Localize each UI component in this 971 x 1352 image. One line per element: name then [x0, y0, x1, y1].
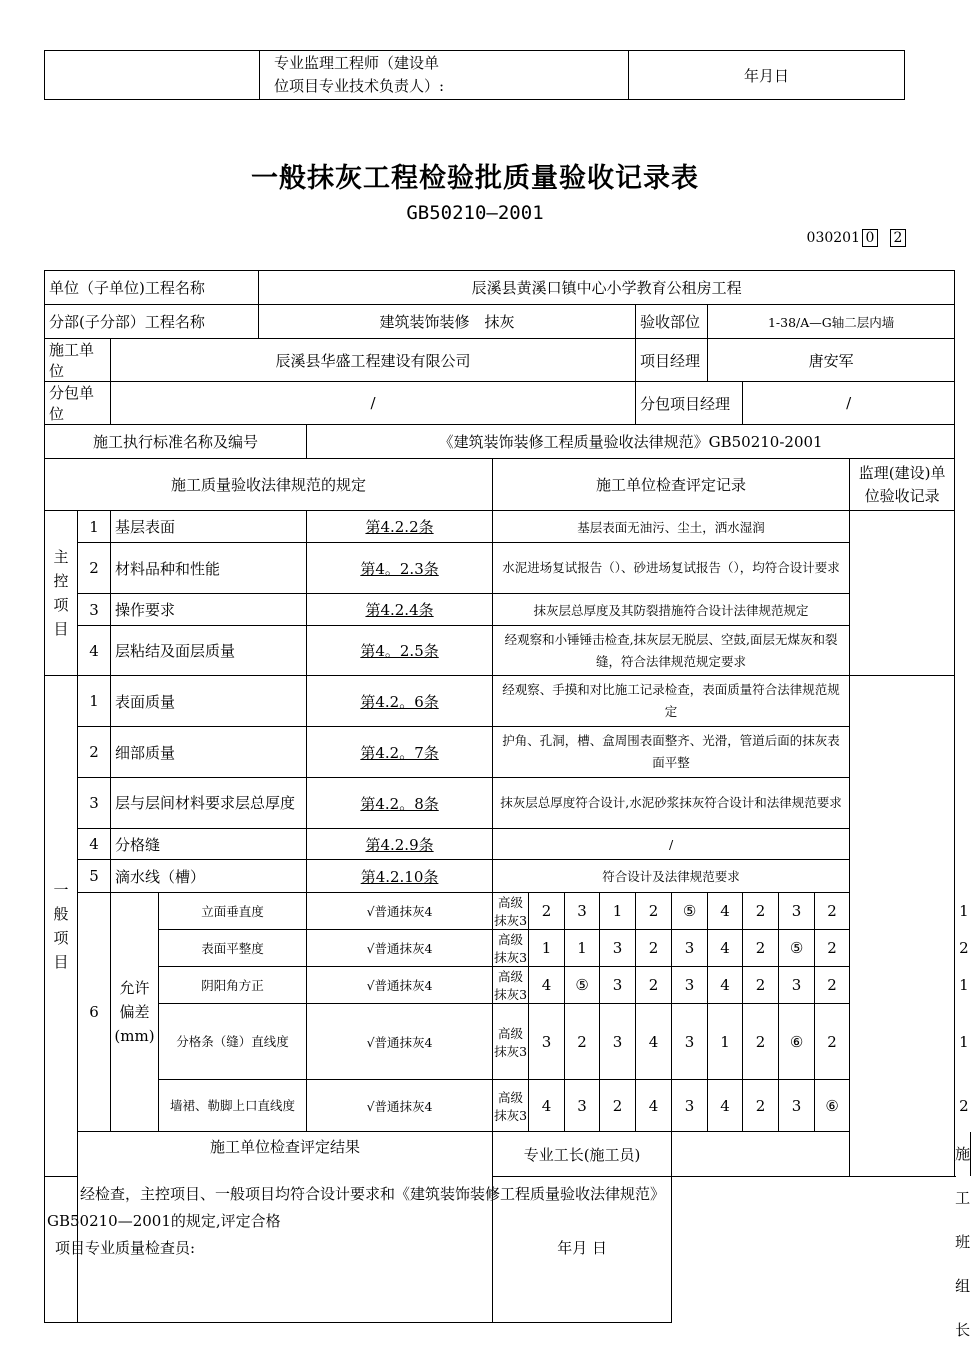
measure-value: 4 — [529, 1080, 565, 1132]
measure-value: 2 — [743, 1080, 779, 1132]
measure-value: 3 — [779, 1080, 815, 1132]
subcontractor-value: / — [111, 382, 636, 425]
deviation-high: 高级抹灰3 — [493, 893, 529, 930]
measure-value: 4 — [636, 1004, 672, 1080]
measure-value: 3 — [600, 967, 636, 1004]
general-item-name: 表面质量 — [111, 676, 307, 727]
col-check-header: 施工单位检查评定记录 — [493, 459, 850, 511]
general-group-label — [45, 676, 78, 1177]
main-item-name: 材料品种和性能 — [111, 543, 307, 594]
main-item-record: 经观察和小锤锤击检查,抹灰层无脱层、空鼓,面层无煤灰和裂缝，符合法律规范规定要求 — [493, 626, 850, 676]
supervisor-line-2: 位项目专业技术负责人）: — [274, 77, 445, 95]
general-item-record: 护角、孔洞，槽、盒周围表面整齐、光滑，管道后面的抹灰表面平整 — [493, 727, 850, 778]
measure-value: 2 — [743, 967, 779, 1004]
general-item-record: 经观察、手摸和对比施工记录检查，表面质量符合法律规范规定 — [493, 676, 850, 727]
general-item-clause: 第4.2。7条 — [307, 727, 493, 778]
measure-value: 3 — [672, 967, 708, 1004]
measure-value: 2 — [600, 1080, 636, 1132]
exec-standard-label: 施工执行标准名称及编号 — [45, 425, 307, 459]
measure-value: 3 — [565, 893, 600, 930]
main-item-clause: 第4.2.4条 — [307, 594, 493, 626]
supervisor-line-1: 专业监理工程师（建设单 — [274, 54, 440, 72]
general-item-clause: 第4.2。6条 — [307, 676, 493, 727]
conclusion-text: 经检查，主控项目、一般项目均符合设计要求和《建筑装饰装修工程质量验收法律规范》GB50210—2001的规定,评定合格 — [47, 1185, 666, 1230]
deviation-row-name: 分格条（缝）直线度 — [159, 1004, 307, 1080]
deviation-high: 高级抹灰3 — [493, 1080, 529, 1132]
sub-manager-value: / — [743, 382, 955, 425]
deviation-normal: √普通抹灰4 — [307, 1080, 493, 1132]
measure-value: 4 — [708, 930, 743, 967]
manager-value: 唐安军 — [708, 339, 955, 382]
main-item-name: 层粘结及面层质量 — [111, 626, 307, 676]
general-group-char-2: 般 — [53, 905, 69, 923]
division-value: 建筑装饰装修 抹灰 — [259, 305, 636, 339]
general-item-no: 5 — [78, 860, 111, 893]
project-name-label: 单位（子单位)工程名称 — [45, 271, 259, 305]
general-item-record: / — [493, 829, 850, 860]
deviation-label: 允许偏差(mm) — [111, 893, 159, 1132]
deviation-normal: √普通抹灰4 — [307, 967, 493, 1004]
main-group-char-1: 主 — [53, 548, 69, 566]
measure-value: ⑥ — [815, 1080, 850, 1132]
measure-value: ⑤ — [672, 893, 708, 930]
sub-manager-label: 分包项目经理 — [636, 382, 743, 425]
main-item-clause: 第4。2.3条 — [307, 543, 493, 594]
measure-value: ⑤ — [565, 967, 600, 1004]
deviation-high: 高级抹灰3 — [493, 1004, 529, 1080]
measure-value: 4 — [636, 1080, 672, 1132]
general-item-name: 分格缝 — [111, 829, 307, 860]
deviation-row-name: 阴阳角方正 — [159, 967, 307, 1004]
measure-value: 2 — [565, 1004, 600, 1080]
conclusion-cell — [45, 1177, 672, 1323]
measure-value: 2 — [743, 1004, 779, 1080]
main-item-record: 水泥进场复试报告（）、砂进场复试报告（），均符合设计要求 — [493, 543, 850, 594]
measure-value: 1 — [529, 930, 565, 967]
team-leader-label: 施工班组长 — [955, 1132, 971, 1176]
deviation-high: 高级抹灰3 — [493, 967, 529, 1004]
measure-value: 3 — [600, 1004, 636, 1080]
subcontractor-label: 分包单位 — [45, 382, 111, 425]
measure-value: 3 — [565, 1080, 600, 1132]
form-code-box-1: 0 — [862, 229, 878, 247]
measure-value: 2 — [815, 967, 850, 1004]
col-supervisor-line-1: 监理(建设)单 — [858, 463, 946, 482]
main-group-label — [45, 511, 78, 676]
main-group-supervisor-cell — [850, 511, 955, 676]
manager-label: 项目经理 — [636, 339, 708, 382]
general-item-no: 4 — [78, 829, 111, 860]
main-group-char-3: 项 — [53, 596, 69, 614]
deviation-normal: √普通抹灰4 — [307, 893, 493, 930]
main-item-record: 抹灰层总厚度及其防裂措施符合设计法律规范规定 — [493, 594, 850, 626]
measure-value: 1 — [708, 1004, 743, 1080]
exec-standard-value: 《建筑装饰装修工程质量验收法律规范》GB50210-2001 — [307, 425, 955, 459]
general-item-clause: 第4.2.9条 — [307, 829, 493, 860]
col-supervisor-line-2: 位验收记录 — [864, 486, 940, 505]
contractor-label: 施工单位 — [45, 339, 111, 382]
top-date: 年月日 — [629, 51, 905, 100]
division-label: 分部(子分部）工程名称 — [45, 305, 259, 339]
general-item-record: 符合设计及法律规范要求 — [493, 860, 850, 893]
deviation-normal: √普通抹灰4 — [307, 930, 493, 967]
measure-value: 1 — [565, 930, 600, 967]
foreman-label: 专业工长(施工员) — [493, 1132, 672, 1177]
col-spec-header: 施工质量验收法律规范的规定 — [45, 459, 493, 511]
form-code-prefix: 030201 — [806, 230, 860, 246]
measure-value: 3 — [779, 967, 815, 1004]
measure-value: 1 — [600, 893, 636, 930]
main-item-clause: 第4.2.2条 — [307, 511, 493, 543]
page-title: 一般抹灰工程检验批质量验收记录表 — [251, 163, 699, 194]
measure-value: 2 — [529, 893, 565, 930]
supervisor-sign-cell — [260, 51, 629, 100]
measure-value: 4 — [708, 967, 743, 1004]
deviation-item-no: 6 — [78, 893, 111, 1132]
form-code — [807, 229, 906, 247]
measure-value: 2 — [743, 893, 779, 930]
standard-code: GB50210—2001 — [406, 202, 544, 224]
general-item-clause: 第4.2.10条 — [307, 860, 493, 893]
project-name-value: 辰溪县黄溪口镇中心小学教育公租房工程 — [259, 271, 955, 305]
deviation-row-name: 立面垂直度 — [159, 893, 307, 930]
main-item-no: 4 — [78, 626, 111, 676]
location-value: 1-38/A—G轴二层内墙 — [708, 305, 955, 339]
measure-value: ⑥ — [779, 1004, 815, 1080]
measure-value: 3 — [600, 930, 636, 967]
inspection-table: 单位（子单位)工程名称 辰溪县黄溪口镇中心小学教育公租房工程 分部(子分部）工程名称 建筑装饰装修 抹灰 验收部位 1-38/A—G轴二层内墙 施工单位 辰溪县华盛工程建设有限公司 项目经理 唐安军 分包单位 / 分包项目经理 / 施工执行标准名称及编号 《建筑装饰装修工程质量验收法律规范》GB50210-2001 施工质量验收法律规范的规定 施工单位检查评定记录 监理(建设)单 位验收记录 主 控 项 目 1 基层表面 第4.2.2条 基层表面无油污、尘土，洒水湿润 2 材料品种和性能 第4。2.3条 水泥进场复试报告（）、砂进场复试报告（），均符合设计要求 3 操作要求 第4.2.4条 抹灰层总厚度及其防裂措施符合设计法律规范规定 4 层粘结及面层质量 第4。2.5条 经观察和小锤锤击检查,抹灰层无脱层、空鼓,面层无煤灰和裂缝，符合法律规范规定要求 一 般 项 目 1 表面质量 第4.2。6条 经观察、手摸和对比施工记录检查，表面质量符合法律规范规定 2 细部质量 第4.2。7条 护角、孔洞，槽、盒周围表面整齐、光滑，管道后面的抹灰表面平整 3 层与层间材料要求层总厚度 第4.2。8条 抹灰层总厚度符合设计,水泥砂浆抹灰符合设计和法律规范要求 4 分格缝 第4.2.9条 / 5 滴水线（槽） 第4.2.10条 符合设计及法律规范要求 6 允许偏差(mm) 立面垂直度 √普通抹灰4 高级抹灰3 2 3 1 2 ⑤ 4 2 3 2 1 表面平整度 √普通抹灰4 高级抹灰3 1 1 3 2 3 4 2 ⑤ 2 2 阴阳角方正 √普通抹灰4 高级抹灰3 4 ⑤ 3 2 3 4 2 3 2 1 分格条（缝）直线度 √普通抹灰4 高级抹灰3 3 2 3 4 3 1 2 ⑥ 2 1 墙裙、勒脚上口直线度 √普通抹灰4 高级抹灰3 4 3 2 4 3 4 2 3 ⑥ 2 施工单位检查评定结果 专业工长(施工员) 施工班组长 经检查，主控项目、一般项目均符合设计要求和《建筑装饰装修工程质量验收法律规范》GB50210—2001的规定,评定合格 项目专业质量检查员: 年月 日 — [44, 270, 955, 1323]
general-item-name: 滴水线（槽） — [111, 860, 307, 893]
deviation-row-name: 表面平整度 — [159, 930, 307, 967]
foreman-value — [672, 1132, 850, 1177]
general-item-name: 细部质量 — [111, 727, 307, 778]
measure-value: 3 — [529, 1004, 565, 1080]
measure-value: 2 — [743, 930, 779, 967]
conclusion-date: 年月 日 — [557, 1239, 608, 1257]
general-item-clause: 第4.2。8条 — [307, 778, 493, 829]
measure-value: 2 — [636, 893, 672, 930]
measure-value: 2 — [636, 930, 672, 967]
deviation-high: 高级抹灰3 — [493, 930, 529, 967]
general-item-no: 3 — [78, 778, 111, 829]
general-group-char-4: 目 — [53, 953, 69, 971]
main-item-no: 1 — [78, 511, 111, 543]
col-supervisor-header — [850, 459, 955, 511]
contractor-value: 辰溪县华盛工程建设有限公司 — [111, 339, 636, 382]
general-group-char-1: 一 — [53, 881, 69, 899]
top-sign-table — [44, 50, 905, 100]
main-group-char-2: 控 — [53, 572, 69, 590]
general-item-record: 抹灰层总厚度符合设计,水泥砂浆抹灰符合设计和法律规范要求 — [493, 778, 850, 829]
measure-value: 2 — [815, 930, 850, 967]
measure-value: 4 — [529, 967, 565, 1004]
form-code-box-2: 2 — [890, 229, 906, 247]
result-label: 施工单位检查评定结果 — [78, 1132, 493, 1323]
main-item-no: 2 — [78, 543, 111, 594]
deviation-row-name: 墙裙、勒脚上口直线度 — [159, 1080, 307, 1132]
measure-value: 2 — [815, 1004, 850, 1080]
main-item-no: 3 — [78, 594, 111, 626]
measure-value: 3 — [672, 1080, 708, 1132]
deviation-normal: √普通抹灰4 — [307, 1004, 493, 1080]
measure-value: 4 — [708, 893, 743, 930]
measure-value: 4 — [708, 1080, 743, 1132]
main-item-name: 操作要求 — [111, 594, 307, 626]
location-label: 验收部位 — [636, 305, 708, 339]
main-item-clause: 第4。2.5条 — [307, 626, 493, 676]
general-item-no: 2 — [78, 727, 111, 778]
general-item-no: 1 — [78, 676, 111, 727]
inspector-label: 项目专业质量检查员: — [55, 1239, 196, 1257]
general-group-supervisor-cell — [850, 676, 955, 1177]
main-item-name: 基层表面 — [111, 511, 307, 543]
measure-value: 3 — [672, 930, 708, 967]
general-group-char-3: 项 — [53, 929, 69, 947]
measure-value: 3 — [779, 893, 815, 930]
measure-value: ⑤ — [779, 930, 815, 967]
main-group-char-4: 目 — [53, 620, 69, 638]
measure-value: 2 — [636, 967, 672, 1004]
top-blank-cell — [45, 51, 260, 100]
main-item-record: 基层表面无油污、尘土，洒水湿润 — [493, 511, 850, 543]
general-item-name: 层与层间材料要求层总厚度 — [111, 778, 307, 829]
measure-value: 2 — [815, 893, 850, 930]
measure-value: 3 — [672, 1004, 708, 1080]
